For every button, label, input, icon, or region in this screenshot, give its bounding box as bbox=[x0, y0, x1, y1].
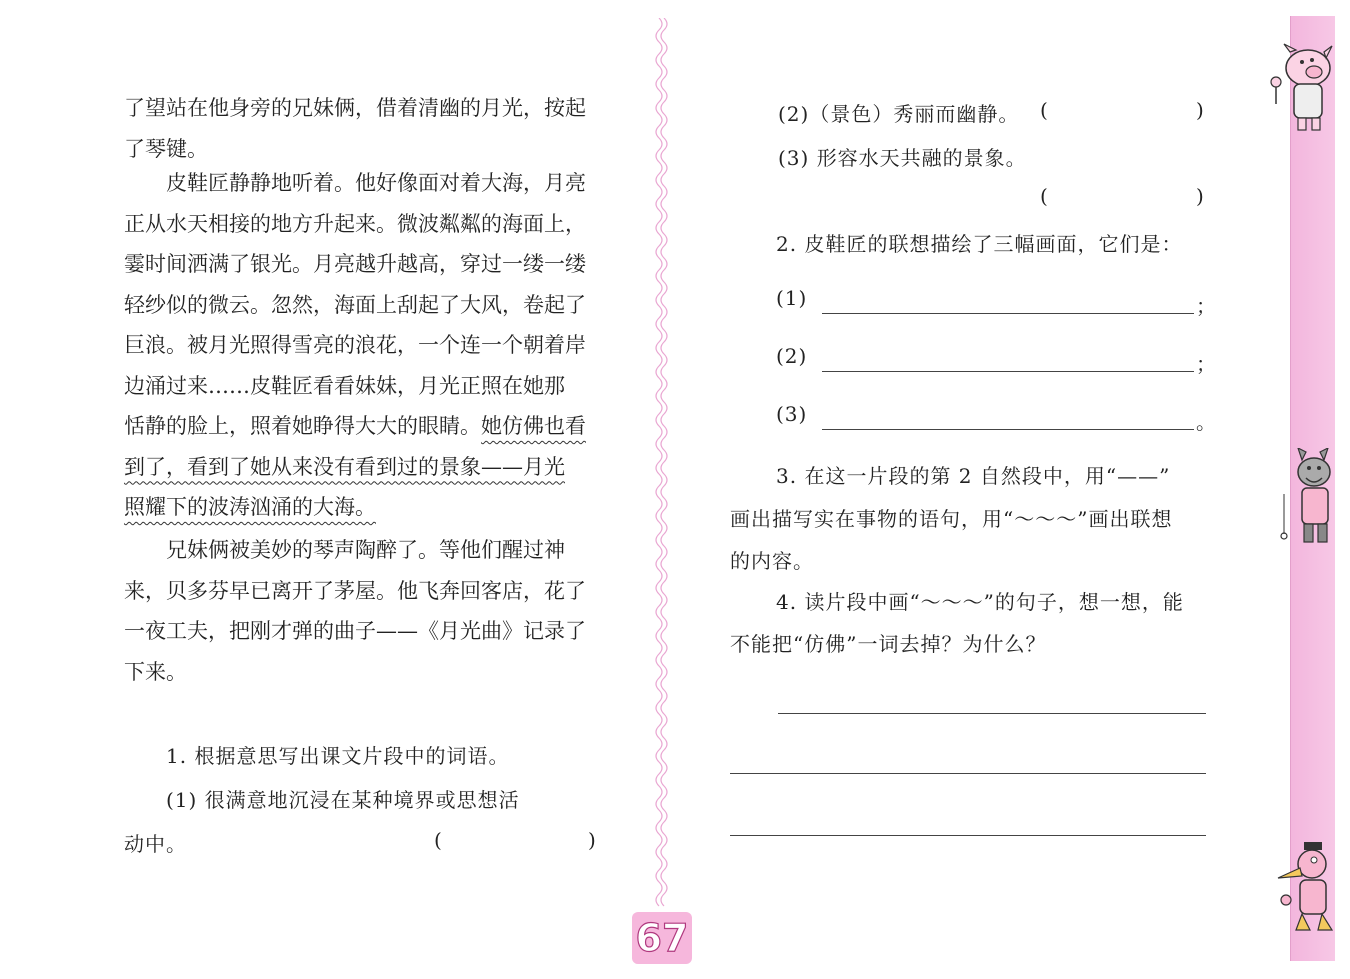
passage-line: 一夜工夫，把刚才弹的曲子——《月光曲》记录了 bbox=[124, 619, 586, 643]
answer-box-1-2[interactable] bbox=[1054, 92, 1194, 122]
question-3-text: 3. 在这一片段的第 2 自然段中，用“——” bbox=[776, 464, 1171, 488]
answer-line-4-1[interactable] bbox=[778, 713, 1206, 714]
passage-paragraph-1 bbox=[124, 88, 604, 169]
question-2-title: 2. 皮鞋匠的联想描绘了三幅画面，它们是： bbox=[776, 232, 1183, 256]
answer-paren-open: ( bbox=[1040, 184, 1049, 208]
question-2-item-label: (2) bbox=[776, 344, 808, 368]
answer-box-1-3[interactable] bbox=[1054, 178, 1194, 208]
answer-line-4-2[interactable] bbox=[730, 773, 1206, 774]
question-2-item-label: (3) bbox=[776, 402, 808, 426]
answer-line-4-3[interactable] bbox=[730, 835, 1206, 836]
wolf-mascot-icon bbox=[1276, 448, 1338, 552]
answer-line-2-3[interactable] bbox=[822, 429, 1194, 430]
passage-line: 了琴键。 bbox=[124, 136, 208, 161]
passage-line: 了望站在他身旁的兄妹俩，借着清幽的月光，按起 bbox=[124, 96, 586, 120]
question-4-text-cont: 不能把“仿佛”一词去掉？为什么？ bbox=[730, 632, 1047, 656]
question-1-title: 1. 根据意思写出课文片段中的词语。 bbox=[166, 744, 510, 768]
passage-line bbox=[124, 447, 604, 488]
item-end-punct: ； bbox=[1196, 352, 1217, 376]
answer-box-1-1[interactable] bbox=[450, 820, 586, 850]
passage-line: 霎时间洒满了银光。月亮越升越高，穿过一缕一缕 bbox=[124, 252, 586, 276]
answer-paren-open: ( bbox=[434, 828, 443, 852]
question-1-1-text: (1) 很满意地沉浸在某种境界或思想活 bbox=[166, 788, 520, 812]
pig-mascot-icon bbox=[1262, 42, 1338, 134]
passage-line: 皮鞋匠静静地听着。他好像面对着大海，月亮 bbox=[166, 171, 586, 195]
passage-line: 兄妹俩被美妙的琴声陶醉了。等他们醒过神 bbox=[166, 538, 565, 562]
left-page bbox=[0, 0, 660, 979]
passage-paragraph-2 bbox=[124, 163, 604, 528]
answer-paren-close: ) bbox=[588, 828, 597, 852]
wavy-underlined-text: 她仿佛也看 bbox=[481, 414, 586, 438]
answer-line-2-1[interactable] bbox=[822, 313, 1194, 314]
passage-line bbox=[124, 487, 604, 528]
question-1-3-text: (3) 形容水天共融的景象。 bbox=[778, 146, 1027, 170]
passage-line bbox=[124, 406, 604, 447]
passage-text: 恬静的脸上，照着她睁得大大的眼睛。 bbox=[124, 414, 481, 438]
question-1-1-text-cont: 动中。 bbox=[124, 832, 187, 856]
answer-paren-open: ( bbox=[1040, 98, 1049, 122]
answer-paren-close: ) bbox=[1196, 98, 1205, 122]
answer-line-2-2[interactable] bbox=[822, 371, 1194, 372]
question-3-text-cont: 的内容。 bbox=[730, 549, 814, 573]
right-page bbox=[668, 0, 1350, 979]
question-2-item-label: (1) bbox=[776, 286, 808, 310]
question-1-2-text: (2)（景色）秀丽而幽静。 bbox=[778, 102, 1020, 126]
page-number: 67 bbox=[632, 912, 692, 964]
passage-paragraph-3 bbox=[124, 530, 604, 692]
item-end-punct: ； bbox=[1196, 294, 1217, 318]
passage-line: 轻纱似的微云。忽然，海面上刮起了大风，卷起了 bbox=[124, 292, 586, 317]
wavy-underlined-text: 到了，看到了她从来没有看到过的景象——月光 bbox=[124, 454, 565, 479]
answer-paren-close: ) bbox=[1196, 184, 1205, 208]
passage-line: 来，贝多芬早已离开了茅屋。他飞奔回客店，花了 bbox=[124, 578, 586, 603]
passage-line: 正从水天相接的地方升起来。微波粼粼的海面上， bbox=[124, 211, 586, 236]
wavy-underlined-text: 照耀下的波涛汹涌的大海。 bbox=[124, 495, 376, 519]
question-3-text-cont: 画出描写实在事物的语句，用“～～～”画出联想 bbox=[730, 507, 1173, 531]
passage-line: 巨浪。被月光照得雪亮的浪花，一个连一个朝着岸 bbox=[124, 333, 586, 357]
question-4-text: 4. 读片段中画“～～～”的句子，想一想，能 bbox=[776, 590, 1184, 614]
passage-line: 边涌过来……皮鞋匠看看妹妹，月光正照在她那 bbox=[124, 373, 565, 398]
passage-line: 下来。 bbox=[124, 659, 187, 684]
item-end-punct: 。 bbox=[1196, 410, 1217, 434]
duck-mascot-icon bbox=[1266, 838, 1338, 934]
